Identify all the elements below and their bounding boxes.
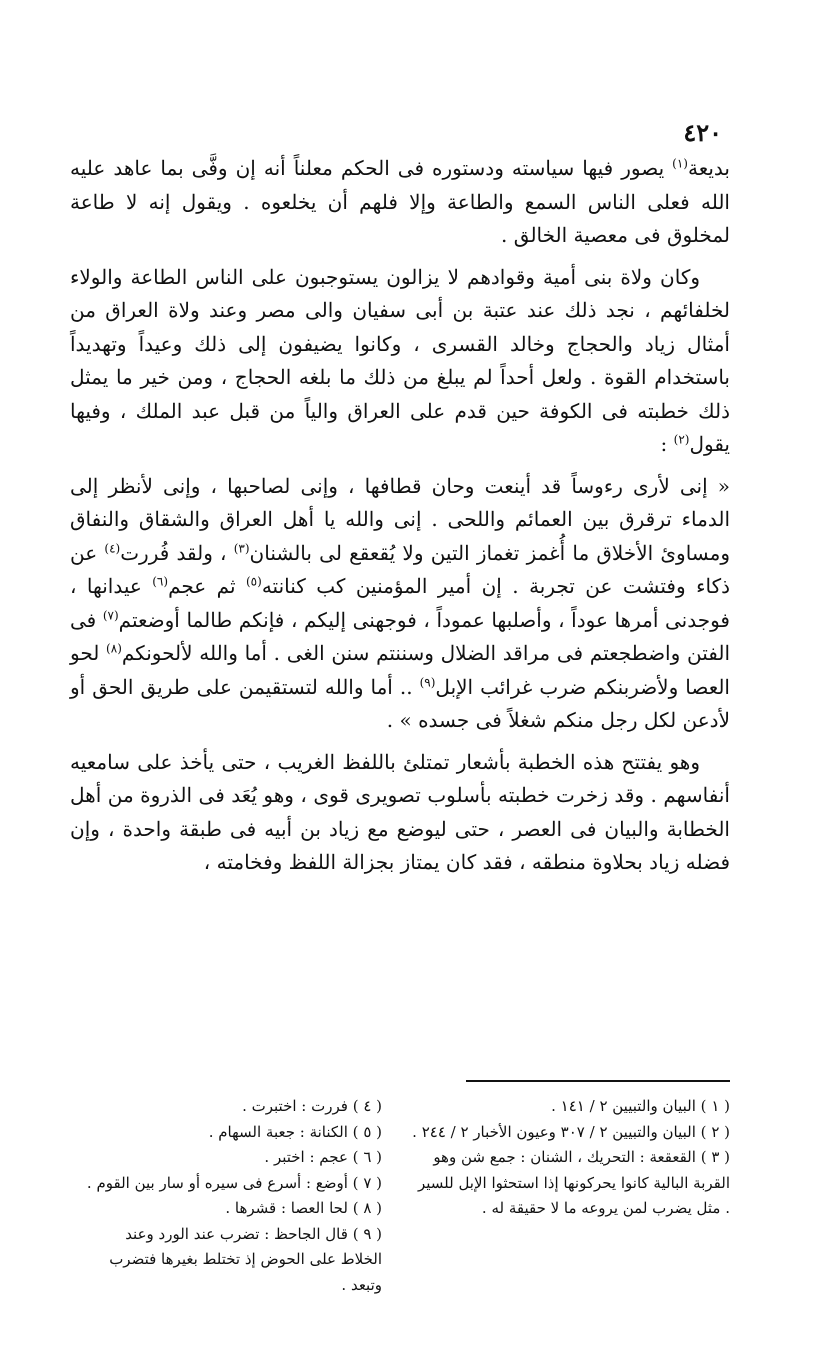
paragraph-text: ، ولقد فُررت [120, 540, 234, 565]
footnote-separator [466, 1080, 730, 1082]
paragraph-text: يصور فيها سياسته ودستوره فى الحكم معلناً أنه إن وفَّى بما عاهد عليه الله فعلى الناس السمع والطاعة وإلا فلهم أن يخلعوه . ويقول إنه لا طاعة لمخلوق فى معصية الخالق . [70, 156, 730, 247]
paragraph-text: ثم عجم [168, 574, 246, 598]
paragraph-text: وكان ولاة بنى أمية وقوادهم لا يزالون يستوجبون على الناس الطاعة والولاء لخلفائهم ، نجد ذلك عند عتبة بن أبى سفيان والى مصر وعند ولاة العراق من أمثال زياد والحجاج وخالد القسرى ، وكانوا يضيفون إلى ذلك وعيداً وتهديداً باستخدام القوة . ولعل أحداً لم يبلغ من ذلك ما بلغه الحجاج ، ومن خير ما يمثل ذلك خطبته فى الكوفة حين قدم على العراق والياً من قبل عبد الملك ، وفيها يقول [70, 264, 730, 456]
footnote: ( ٦ ) عجم : اختبر . [264, 1148, 382, 1166]
footnote: ( ٤ ) فررت : اختبرت . [242, 1097, 382, 1115]
footnote-marker: (٥) [245, 574, 262, 589]
footnote: ( ١ ) البيان والتبيين ٢ / ١٤١ . [551, 1097, 730, 1115]
paragraph-text: بديعة [687, 156, 730, 180]
paragraph-text: فى الفتن واضطجعتم فى مراقد الضلال وسننتم سنن الغى . أما والله لألحونكم [70, 607, 731, 665]
main-text [70, 152, 730, 888]
footnote: ( ٩ ) قال الجاحظ : تضرب عند الورد وعند الخلاط على الحوض إذ تختلط بغيرها فتضرب وتبعد . [109, 1224, 382, 1294]
footnote-marker: (٨) [106, 641, 122, 656]
paragraph-text: : [660, 432, 674, 456]
paragraph-text: .. أما والله لتستقيمن على طريق الحق أو لأدعن لكل رجل منكم شغلاً فى جسده » . [70, 674, 730, 732]
page-number: ٤٢٠ [683, 118, 722, 147]
paragraph-text: عن ذكاء وفتشت عن تجربة . إن أمير المؤمنين كب كنانته [70, 540, 731, 598]
paragraph-text: لحو العصا ولأضربنكم ضرب غرائب الإبل [70, 641, 730, 699]
footnote-marker: (٤) [104, 540, 121, 555]
paragraph [70, 746, 730, 880]
footnote-marker: (٣) [233, 540, 250, 555]
footnote-marker: (٦) [152, 574, 169, 589]
footnote-marker: (٧) [102, 607, 119, 622]
paragraph [70, 152, 730, 253]
footnotes-right-column [412, 1094, 730, 1222]
footnote-marker: (٩) [419, 674, 436, 689]
paragraph-text: « إنى لأرى رءوساً قد أينعت وحان قطافها ، وإنى لصاحبها ، وإنى لأنظر إلى الدماء ترقرق بين العمائم واللحى . إنى والله يا أهل العراق والشقاق والنفاق ومساوئ الأخلاق ما أُغمز تغماز التين ولا يُقعقع لى بالشنان [70, 473, 731, 565]
footnote-marker: (١) [672, 156, 688, 171]
footnote: ( ٧ ) أوضع : أسرع فى سيره أو سار بين القوم . [86, 1173, 382, 1192]
footnote: ( ٢ ) البيان والتبيين ٢ / ٣٠٧ وعيون الأخبار ٢ / ٢٤٤ . [412, 1122, 730, 1141]
paragraph-text: وهو يفتتح هذه الخطبة بأشعار تمتلئ باللفظ الغريب ، حتى يأخذ على سامعيه أنفاسهم . وقد زخرت خطبته بأسلوب تصويرى قوى ، وهو يُعَد فى الذروة من أهل الخطابة والبيان فى العصر ، حتى ليوضع مع زياد بن أبيه فى طبقة واحدة ، وإن فضله زياد بحلاوة منطقه ، فقد كان يمتاز بجزالة اللفظ وفخامته ، [70, 749, 730, 874]
paragraph [70, 261, 730, 462]
footnotes-left-column [82, 1094, 382, 1298]
footnote: ( ٥ ) الكنانة : جعبة السهام . [208, 1122, 382, 1141]
paragraph [70, 470, 730, 738]
paragraph-text: عيدانها ، فوجدنى أمرها عوداً ، وأصلبها عموداً ، فوجهنى إليكم ، فإنكم طالما أوضعتم [70, 574, 730, 632]
footnote: ( ٨ ) لحا العصا : قشرها . [225, 1199, 382, 1217]
footnote-marker: (٢) [673, 432, 690, 447]
footnote: ( ٣ ) القعقعة : التحريك ، الشنان : جمع شن وهو القربة البالية كانوا يحركونها إذا استحثوا الإبل للسير . مثل يضرب لمن يروعه ما لا حقيقة له . [417, 1148, 730, 1217]
